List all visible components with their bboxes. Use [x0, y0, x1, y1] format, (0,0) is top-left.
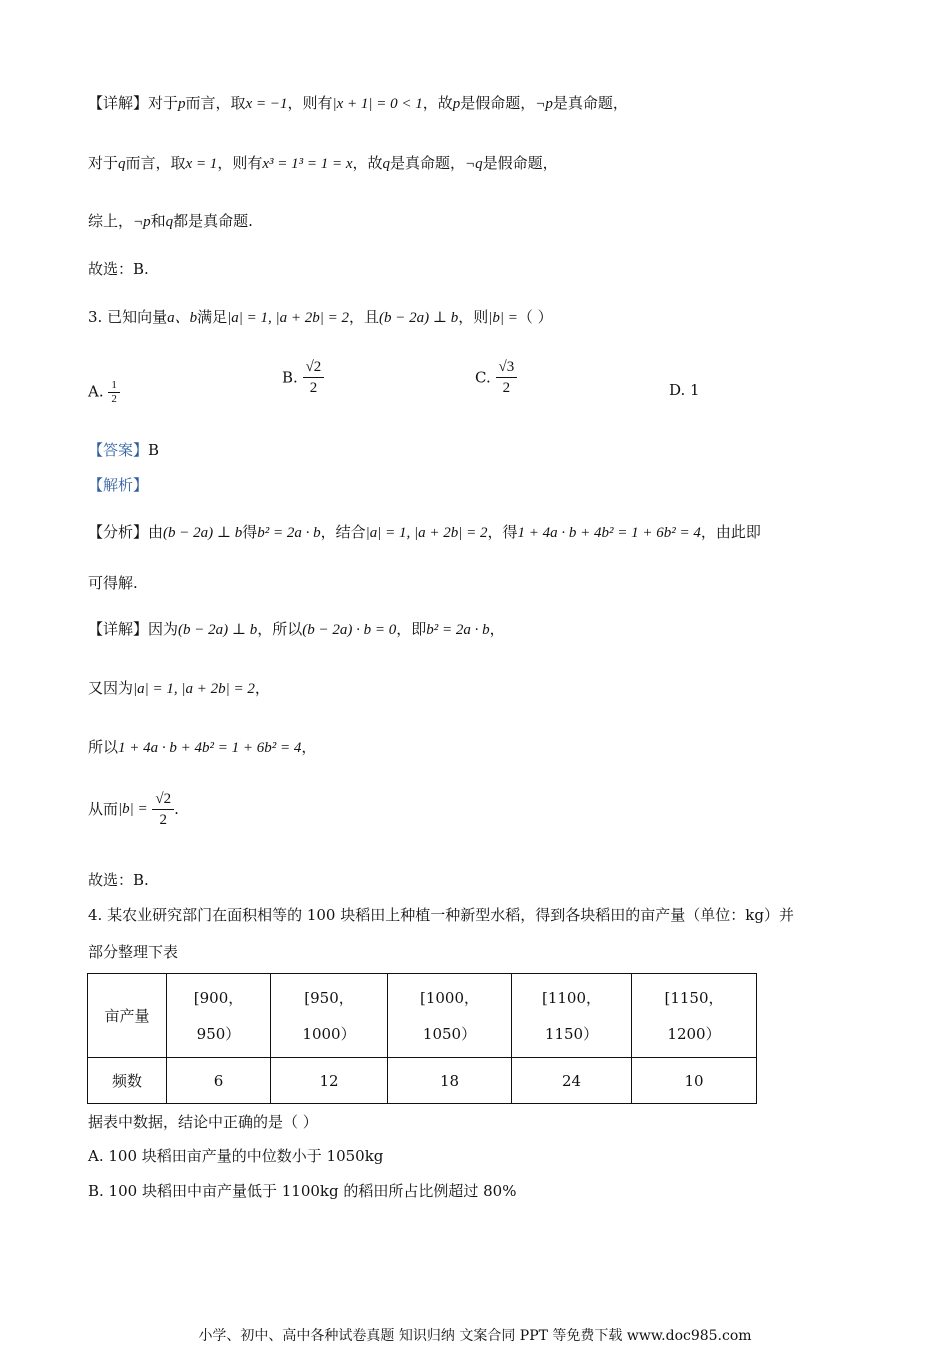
- math-eq: 1 + 4a · b + 4b² = 1 + 6b² = 4: [118, 740, 302, 756]
- q3-options: [88, 357, 888, 407]
- fraction: [152, 789, 174, 830]
- text: 综上，: [88, 212, 134, 230]
- math-q: q: [382, 156, 391, 172]
- table-header-cell: 频数: [88, 1058, 167, 1104]
- text: ，则有: [287, 94, 333, 112]
- math-not-p: ¬p: [535, 96, 553, 112]
- detail-q3-line-3: [88, 736, 316, 759]
- numerator: √2: [152, 789, 174, 810]
- option-b: [282, 357, 324, 398]
- choose-line: 故选：B.: [88, 260, 149, 278]
- table-row: [88, 1058, 757, 1104]
- interval-start: [1150，: [664, 988, 724, 1007]
- option-letter: B.: [282, 368, 298, 387]
- math-q: q: [118, 156, 126, 172]
- text: 而言，取: [185, 94, 246, 112]
- q4-option-b: B. 100 块稻田中亩产量低于 1100kg 的稻田所占比例超过 80%: [88, 1182, 517, 1200]
- math-not-p: ¬p: [133, 214, 151, 230]
- text: 是真命题，: [552, 94, 628, 112]
- text: 得: [242, 523, 258, 541]
- text: 又因为: [88, 679, 134, 697]
- option-a: [88, 379, 120, 406]
- detail-label: 【详解】: [88, 94, 149, 112]
- table-cell: 10: [632, 1058, 757, 1104]
- math-p: p: [452, 96, 461, 112]
- detail-line-3: [88, 210, 253, 233]
- table-header-cell: 亩产量: [88, 974, 167, 1058]
- text: 从而: [88, 800, 119, 818]
- fraction: [303, 357, 325, 398]
- q4-option-a: A. 100 块稻田亩产量的中位数小于 1050kg: [88, 1147, 384, 1165]
- analysis-tag: 【分析】: [88, 523, 149, 541]
- math-perp: (b − 2a) ⊥ b: [379, 310, 459, 326]
- text: ，得: [487, 523, 518, 541]
- answer-blank: （ ）: [517, 308, 553, 326]
- math-eq: (b − 2a) · b = 0: [302, 622, 397, 638]
- interval-end: 1200）: [667, 1024, 721, 1043]
- text: ，故: [422, 94, 453, 112]
- denominator: 2: [111, 393, 117, 405]
- option-letter: D.: [669, 381, 686, 399]
- math-x-value: x = 1: [185, 156, 218, 172]
- text: ，则: [458, 308, 489, 326]
- math-abs-b: |b| =: [488, 310, 518, 326]
- detail-q3-line-1: [88, 618, 505, 641]
- numerator: √3: [496, 357, 518, 378]
- text: 满足: [197, 308, 228, 326]
- interval-end: 1050）: [422, 1024, 477, 1043]
- text: ，: [254, 679, 270, 697]
- q3-final: 故选：B.: [88, 871, 149, 889]
- analysis-label: 【解析】: [88, 476, 149, 494]
- math-eq: 1 + 4a · b + 4b² = 1 + 6b² = 4: [517, 525, 701, 541]
- table-row: [88, 974, 757, 1058]
- detail-q3-line-2: [88, 677, 270, 700]
- math-x-value: x = −1: [245, 96, 288, 112]
- text: 对于: [88, 154, 119, 172]
- interval-start: [950，: [304, 988, 354, 1007]
- answer-line: [88, 439, 159, 461]
- fraction: [496, 357, 518, 398]
- math-condition: |a| = 1, |a + 2b| = 2: [133, 681, 255, 697]
- denominator: 2: [159, 811, 168, 828]
- interval-start: [1000，: [419, 988, 480, 1007]
- text: 由: [148, 523, 164, 541]
- detail-line-1: [88, 92, 628, 115]
- table-cell: 18: [388, 1058, 512, 1104]
- table-cell: 24: [512, 1058, 632, 1104]
- text: ，由此即: [700, 523, 761, 541]
- text: 是假命题，: [482, 154, 558, 172]
- math-abs-b: |b| =: [118, 801, 148, 817]
- numerator: 1: [108, 379, 120, 393]
- math-vectors: a、b: [167, 310, 198, 326]
- text: 对于: [148, 94, 179, 112]
- math-p: p: [178, 96, 186, 112]
- interval-start: [900，: [193, 988, 244, 1007]
- math-perp: (b − 2a) ⊥ b: [163, 525, 243, 541]
- table-cell: 6: [167, 1058, 271, 1104]
- table-cell: [388, 974, 512, 1058]
- text: ，故: [352, 154, 383, 172]
- text: ，: [489, 620, 505, 638]
- math-not-q: ¬q: [465, 156, 483, 172]
- option-c: [475, 357, 517, 398]
- table-cell: [167, 974, 271, 1058]
- text: 3. 已知向量: [88, 308, 168, 326]
- analysis-line-2: 可得解.: [88, 574, 138, 592]
- q4-question: 据表中数据，结论中正确的是（ ）: [88, 1113, 318, 1131]
- denominator: 2: [309, 380, 318, 396]
- option-d: [669, 379, 700, 401]
- interval-end: 1000）: [302, 1024, 356, 1043]
- analysis-line-1: [88, 521, 761, 544]
- text: ，则有: [217, 154, 263, 172]
- text: .: [174, 800, 179, 818]
- interval-end: 1150）: [544, 1024, 599, 1043]
- table-cell: [632, 974, 757, 1058]
- answer-label: 【答案】: [88, 441, 149, 459]
- text: ，所以: [257, 620, 303, 638]
- text: 所以: [88, 738, 119, 756]
- math-condition: |a| = 1, |a + 2b| = 2: [365, 525, 488, 541]
- table-cell: 12: [271, 1058, 388, 1104]
- text: 而言，取: [125, 154, 186, 172]
- text: 都是真命题.: [173, 212, 253, 230]
- option-letter: A.: [88, 382, 104, 401]
- text: ，且: [349, 308, 380, 326]
- math-perp: (b − 2a) ⊥ b: [178, 622, 258, 638]
- text: 是假命题，: [460, 94, 536, 112]
- math-condition: |a| = 1, |a + 2b| = 2: [227, 310, 349, 326]
- table-cell: [271, 974, 388, 1058]
- text: ，: [301, 738, 317, 756]
- text: 是真命题，: [390, 154, 466, 172]
- detail-line-2: [88, 152, 558, 175]
- detail-label: 【详解】: [88, 620, 149, 638]
- table-cell: [512, 974, 632, 1058]
- option-text: 1: [690, 381, 700, 399]
- text: 因为: [148, 620, 179, 638]
- text: ，结合: [320, 523, 366, 541]
- numerator: √2: [303, 357, 325, 378]
- answer-value: B: [148, 441, 160, 459]
- math-cube-eq: x³ = 1³ = 1 = x: [262, 156, 353, 172]
- page-footer: 小学、初中、高中各种试卷真题 知识归纳 文案合同 PPT 等免费下载 www.doc985.com: [198, 1328, 752, 1344]
- interval-start: [1100，: [541, 988, 602, 1007]
- math-eq: b² = 2a · b: [257, 525, 321, 541]
- text: 和: [150, 212, 166, 230]
- interval-end: 950）: [196, 1024, 241, 1043]
- denominator: 2: [502, 380, 511, 396]
- q4-stem-2: 部分整理下表: [88, 943, 179, 961]
- math-inequality: |x + 1| = 0 < 1: [332, 96, 423, 112]
- math-eq: b² = 2a · b: [426, 622, 490, 638]
- math-q: q: [165, 214, 174, 230]
- q3-stem: [88, 306, 553, 329]
- q4-stem-1: 4. 某农业研究部门在面积相等的 100 块稻田上种植一种新型水稻，得到各块稻田的亩产量（单位：kg）并: [88, 906, 794, 924]
- frequency-table: [87, 973, 757, 1104]
- fraction: [108, 379, 120, 406]
- detail-q3-line-4: [88, 786, 179, 831]
- text: ，即: [396, 620, 427, 638]
- option-letter: C.: [475, 368, 491, 387]
